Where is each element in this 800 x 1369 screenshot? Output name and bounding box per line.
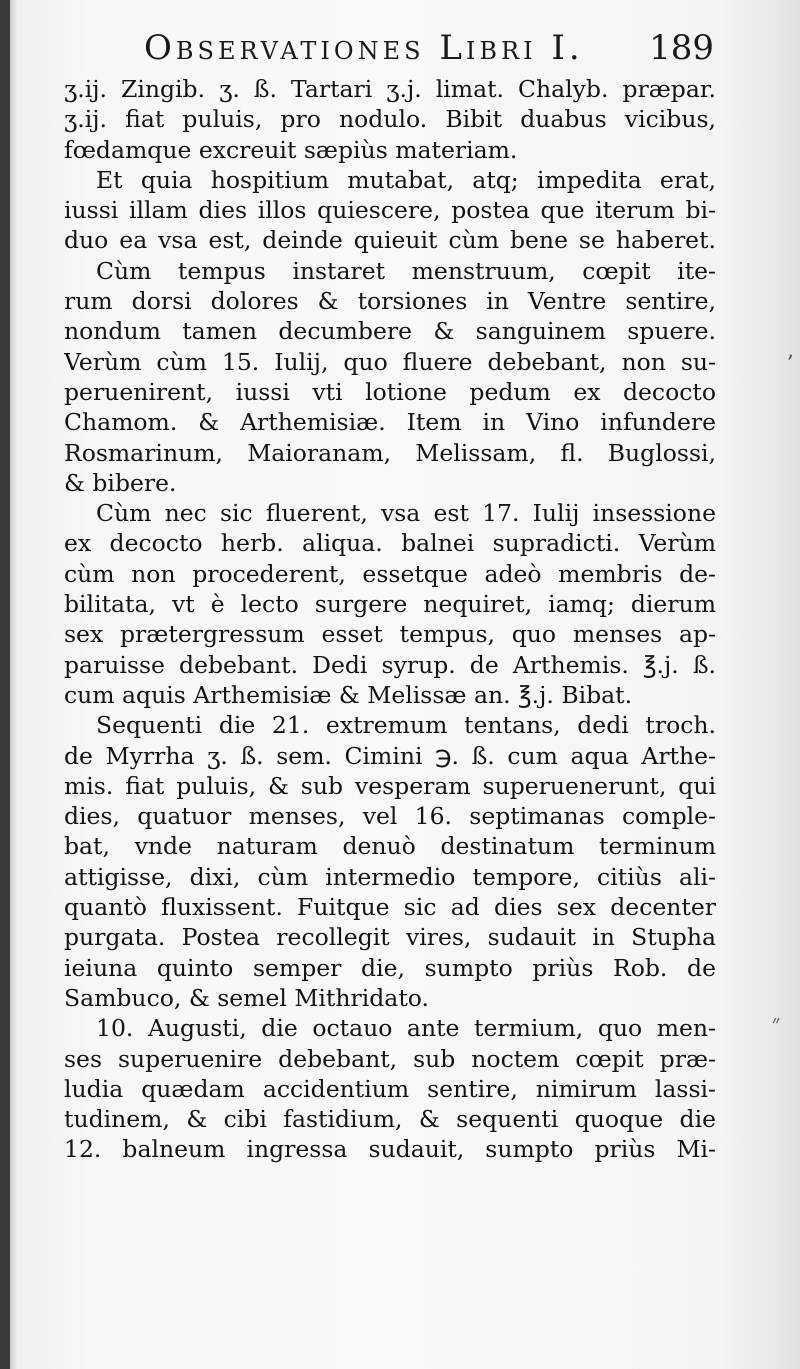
page-header [144,26,714,70]
text-line: attigisse, dixi, cùm intermedio tempore, citiùs ali- [64,862,716,891]
text-line: Verùm cùm 15. Iulij, quo fluere debebant, non su- [64,347,716,376]
text-line: Cùm nec sic fluerent, vsa est 17. Iulij insessione [96,499,716,528]
text-line: Cùm tempus instaret menstruum, cœpit ite- [96,256,716,285]
text-line: & bibere. [64,468,177,497]
text-line: ieiuna quinto semper die, sumpto priùs Rob. de [64,953,716,982]
running-title: Observationes Libri I. [144,28,584,68]
text-line: cùm non procederent, essetque adeò membris de- [64,559,716,588]
text-line: rum dorsi dolores & torsiones in Ventre sentire, [64,287,716,316]
text-line: Rosmarinum, Maioranam, Melissam, fl. Buglossi, [64,438,716,467]
margin-mark-icon: ʼ [786,352,793,377]
text-line: Sequenti die 21. extremum tentans, dedi troch. [96,711,716,740]
text-line: mis. fiat puluis, & sub vesperam superuenerunt, qui [64,771,716,800]
text-line: Et quia hospitium mutabat, atq; impedita erat, [96,165,716,194]
text-line: purgata. Postea recollegit vires, sudauit in Stupha [64,923,716,952]
text-line: quantò fluxissent. Fuitque sic ad dies sex decenter [64,893,716,922]
body-text [64,74,716,1165]
text-line: ʒ.ij. fiat puluis, pro nodulo. Bibit duabus vicibus, [64,105,716,134]
text-line: iussi illam dies illos quiescere, postea que iterum bi- [64,196,716,225]
page-number: 189 [649,28,714,68]
text-line: duo ea vsa est, deinde quieuit cùm bene se haberet. [64,226,716,255]
text-line: peruenirent, iussi vti lotione pedum ex decocto [64,377,716,406]
text-line: ex decocto herb. aliqua. balnei supradicti. Verùm [64,529,716,558]
margin-mark-icon: ״ [772,1011,781,1036]
text-line: tudinem, & cibi fastidium, & sequenti quoque die [64,1105,716,1134]
text-line: dies, quatuor menses, vel 16. septimanas comple- [64,802,716,831]
text-line: ses superuenire debebant, sub noctem cœpit præ- [64,1044,716,1073]
text-line: 12. balneum ingressa sudauit, sumpto priùs Mi- [64,1135,716,1164]
text-line: cum aquis Arthemisiæ & Melissæ an. ℥.j. Bibat. [64,680,633,709]
text-line: bat, vnde naturam denuò destinatum terminum [64,832,716,861]
text-line: paruisse debebant. Dedi syrup. de Arthemis. ℥.j. ß. [64,650,716,679]
text-line: 10. Augusti, die octauo ante termium, quo men- [96,1014,716,1043]
book-page [10,0,800,1369]
text-line: bilitata, vt è lecto surgere nequiret, iamq; dierum [64,590,716,619]
text-line: Chamom. & Arthemisiæ. Item in Vino infundere [64,408,716,437]
text-line: Sambuco, & semel Mithridato. [64,983,429,1012]
text-line: ludia quædam accidentium sentire, nimirum lassi- [64,1074,716,1103]
text-line: de Myrrha ʒ. ß. sem. Cimini ℈. ß. cum aqua Arthe- [64,741,716,770]
text-line: ʒ.ij. Zingib. ʒ. ß. Tartari ʒ.j. limat. Chalyb. præpar. [64,75,716,103]
text-line: fœdamque excreuit sæpiùs materiam. [64,135,518,164]
text-line: nondum tamen decumbere & sanguinem spuere. [64,317,716,346]
text-line: sex prætergressum esset tempus, quo menses ap- [64,620,716,649]
